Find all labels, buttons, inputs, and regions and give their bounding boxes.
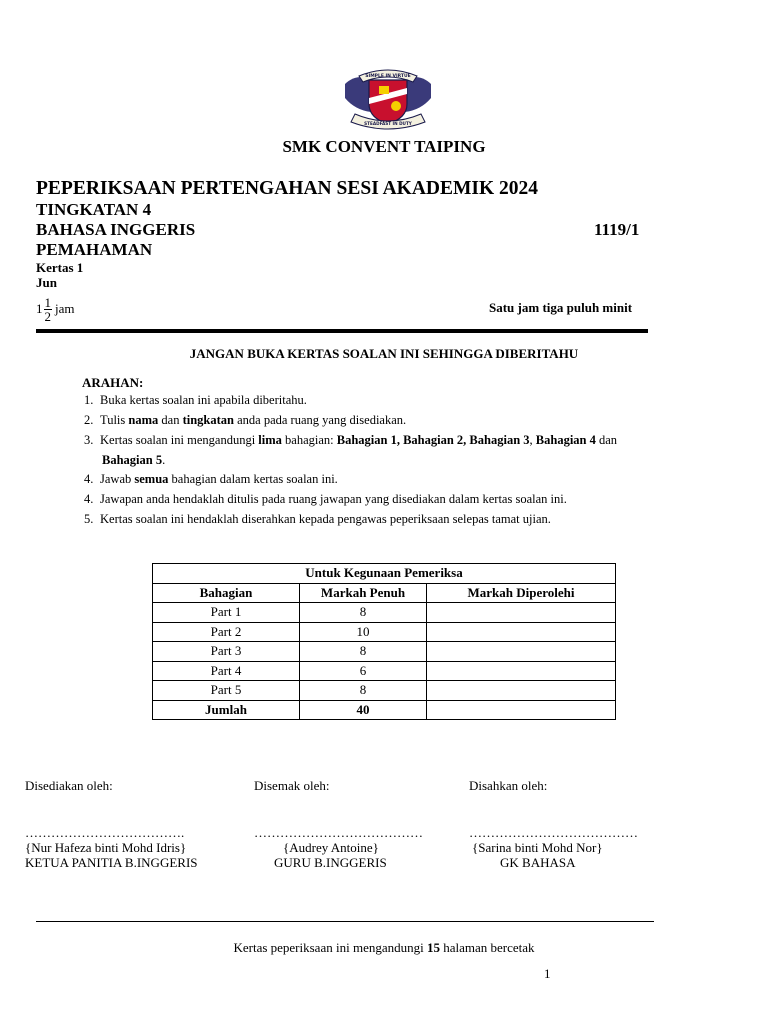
approved-by-label: Disahkan oleh:: [469, 778, 548, 793]
instruction-number: 4.: [84, 492, 94, 506]
checked-role: GURU B.INGGERIS: [274, 855, 387, 870]
instruction-text: dan: [158, 413, 183, 427]
instruction-number: 2.: [84, 413, 94, 427]
duration-numerator: 1: [44, 294, 51, 310]
checked-by-label: Disemak oleh:: [254, 778, 330, 793]
exam-month: Jun: [36, 275, 57, 290]
instruction-text: Kertas soalan ini hendaklah diserahkan kepada pengawas peperiksaan selepas tamat ujian.: [100, 512, 551, 526]
obtained-mark-cell[interactable]: [427, 661, 616, 681]
instruction-bold: lima: [258, 433, 282, 447]
column-header: Markah Penuh: [300, 583, 427, 603]
part-cell: Part 2: [153, 622, 300, 642]
approved-signature-line: …………………………………: [469, 825, 638, 840]
instruction-text: bahagian dalam kertas soalan ini.: [168, 472, 338, 486]
instruction-number: 3.: [84, 433, 94, 447]
paper-code: 1119/1: [594, 220, 640, 239]
instruction-item: [84, 512, 551, 527]
logo-motto-bottom: STEADFAST IN DUTY: [364, 121, 412, 126]
obtained-mark-cell[interactable]: [427, 681, 616, 701]
table-row: [153, 681, 616, 701]
footer-text: halaman bercetak: [439, 940, 535, 955]
table-row: [153, 622, 616, 642]
instruction-text: anda pada ruang yang disediakan.: [233, 413, 407, 427]
instruction-number: 1.: [84, 393, 94, 407]
duration-whole: 1: [36, 301, 43, 316]
table-row: [153, 603, 616, 623]
instruction-text: dan: [595, 433, 618, 447]
school-name: SMK CONVENT TAIPING: [282, 137, 486, 156]
paper-number: Kertas 1: [36, 260, 84, 275]
paper-type: PEMAHAMAN: [36, 240, 153, 259]
total-label: Jumlah: [153, 700, 300, 720]
full-mark-cell: 8: [300, 681, 427, 701]
footer-divider: [36, 921, 654, 922]
prepared-name: {Nur Hafeza binti Mohd Idris}: [25, 840, 187, 855]
full-mark-cell: 8: [300, 642, 427, 662]
duration-fraction: [36, 291, 75, 327]
instruction-text: Tulis: [100, 413, 129, 427]
instruction-item: [84, 393, 307, 408]
part-cell: Part 4: [153, 661, 300, 681]
table-caption-row: [153, 564, 616, 584]
instruction-text: .: [162, 453, 166, 467]
instruction-number: 4.: [84, 472, 94, 486]
logo-motto-top: SIMPLE IN VIRTUE: [365, 74, 411, 79]
duration-denominator: 2: [44, 308, 51, 324]
part-cell: Part 3: [153, 642, 300, 662]
page-count: 15: [426, 940, 440, 955]
examiner-marks-table: [152, 563, 616, 720]
school-crest-logo: [341, 64, 435, 134]
full-mark-cell: 10: [300, 622, 427, 642]
duration-words: Satu jam tiga puluh minit: [489, 300, 633, 315]
table-row: [153, 642, 616, 662]
part-cell: Part 1: [153, 603, 300, 623]
footer-text: Kertas peperiksaan ini mengandungi: [233, 940, 427, 955]
page-count-note: [0, 940, 768, 956]
column-header: Markah Diperolehi: [427, 583, 616, 603]
column-header: Bahagian: [153, 583, 300, 603]
instruction-text: Jawab: [100, 472, 135, 486]
instruction-item-continued: [102, 453, 165, 468]
instruction-text: Kertas soalan ini mengandungi: [100, 433, 259, 447]
checked-signature-line: …………………………………: [254, 825, 423, 840]
instruction-bold: Bahagian 4: [535, 433, 596, 447]
instruction-bold: Bahagian 1, Bahagian 2, Bahagian 3: [336, 433, 530, 447]
instruction-number: 5.: [84, 512, 94, 526]
instruction-text: bahagian:: [281, 433, 337, 447]
duration-fraction-part: [44, 296, 53, 323]
instruction-bold: Bahagian 5: [102, 453, 163, 467]
instruction-item: [84, 492, 567, 507]
subject-name: BAHASA INGGERIS: [36, 220, 196, 239]
instruction-item: [84, 433, 617, 448]
exam-title: PEPERIKSAAN PERTENGAHAN SESI AKADEMIK 2024: [36, 178, 539, 199]
instructions-heading: ARAHAN:: [82, 375, 144, 390]
table-row: [153, 661, 616, 681]
prepared-role: KETUA PANITIA B.INGGERIS: [25, 855, 198, 870]
obtained-mark-cell[interactable]: [427, 622, 616, 642]
instruction-bold: tingkatan: [182, 413, 234, 427]
total-value: 40: [300, 700, 427, 720]
form-level: TINGKATAN 4: [36, 200, 152, 219]
instruction-text: Buka kertas soalan ini apabila diberitahu.: [100, 393, 307, 407]
table-total-row: [153, 700, 616, 720]
prepared-signature-line: ……………………………….: [25, 825, 185, 840]
instruction-text: Jawapan anda hendaklah ditulis pada ruang jawapan yang disediakan dalam kertas soalan ini.: [100, 492, 567, 506]
obtained-mark-cell[interactable]: [427, 603, 616, 623]
instruction-item: [84, 413, 406, 428]
header-divider: [36, 329, 648, 333]
approved-role: GK BAHASA: [500, 855, 576, 870]
full-mark-cell: 6: [300, 661, 427, 681]
prepared-by-label: Disediakan oleh:: [25, 778, 113, 793]
full-mark-cell: 8: [300, 603, 427, 623]
instruction-bold: nama: [128, 413, 159, 427]
instruction-bold: semua: [134, 472, 169, 486]
page-number: 1: [544, 966, 551, 981]
table-caption: Untuk Kegunaan Pemeriksa: [153, 564, 616, 584]
obtained-mark-cell[interactable]: [427, 642, 616, 662]
warning-text: JANGAN BUKA KERTAS SOALAN INI SEHINGGA DIBERITAHU: [189, 346, 579, 361]
instruction-text: ,: [529, 433, 536, 447]
total-obtained-cell[interactable]: [427, 700, 616, 720]
instruction-item: [84, 472, 338, 487]
table-header-row: [153, 583, 616, 603]
duration-unit: jam: [55, 301, 75, 316]
checked-name: {Audrey Antoine}: [283, 840, 379, 855]
approved-name: {Sarina binti Mohd Nor}: [472, 840, 603, 855]
part-cell: Part 5: [153, 681, 300, 701]
